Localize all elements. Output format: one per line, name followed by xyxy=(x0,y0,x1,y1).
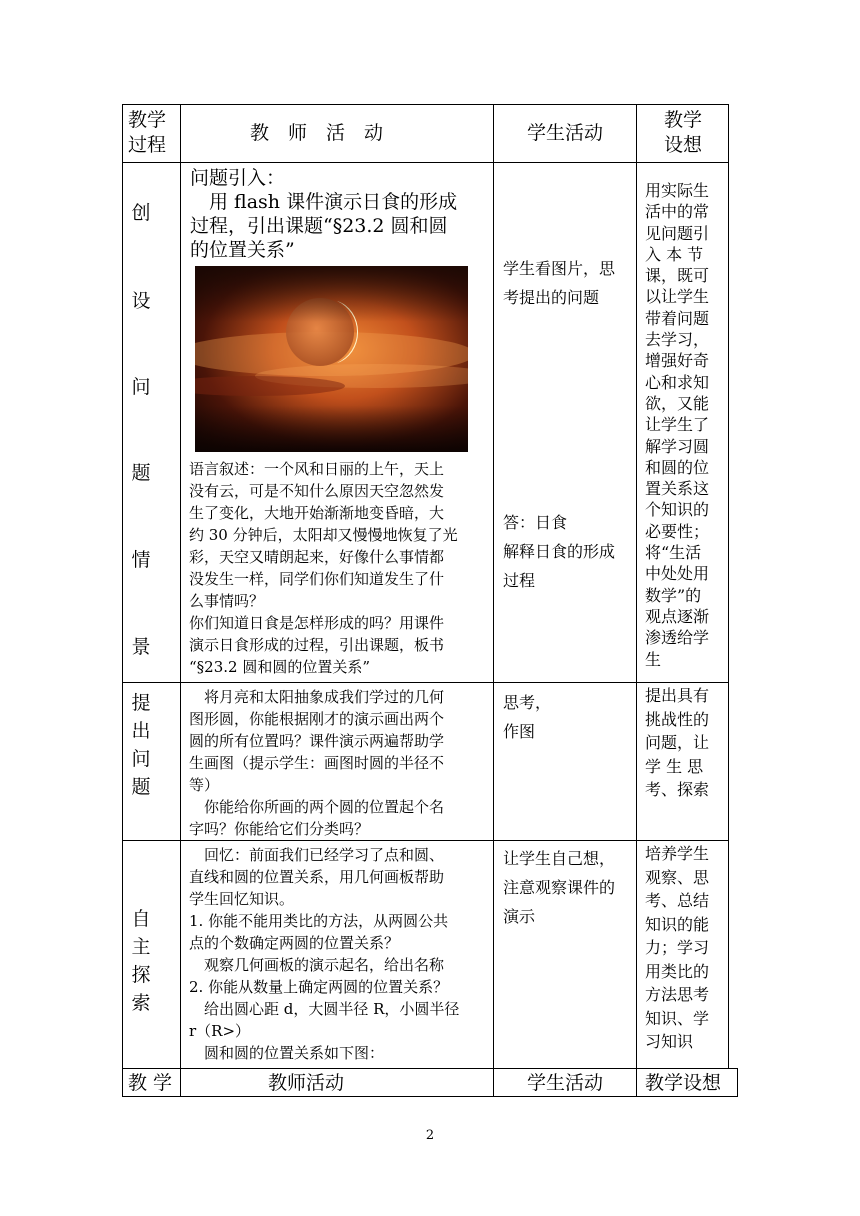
text-line: 么事情吗？ xyxy=(189,592,265,610)
text-line: 生画图（提示学生：画图时圆的半径不 xyxy=(189,754,445,772)
text-line: 学 生 思 xyxy=(645,756,704,776)
table-line-row2 xyxy=(122,682,729,683)
text-line: 学生看图片，思 xyxy=(503,259,616,278)
text-line: 问题，让 xyxy=(645,733,710,752)
row3-stage-char: 索 xyxy=(131,992,151,1014)
text-line: 将“生活 xyxy=(645,543,702,563)
eclipse-photo-svg xyxy=(195,266,468,452)
text-line: 解释日食的形成 xyxy=(503,542,616,561)
text-line: 你能给你所画的两个圆的位置起个名 xyxy=(189,798,445,816)
text-line: 数学”的 xyxy=(645,585,702,605)
text-line: 考、总结 xyxy=(645,891,710,910)
text-line: 欲，又能 xyxy=(645,393,710,413)
text-line: 力；学习 xyxy=(645,938,710,957)
row1-teacher-intro xyxy=(190,166,457,262)
text-line: 答：日食 xyxy=(503,513,568,532)
footer-col-teacher: 教师活动 xyxy=(268,1072,345,1094)
text-line: 字吗？你能给它们分类吗？ xyxy=(189,820,370,838)
text-line: 知识、学 xyxy=(645,1008,710,1028)
table-border-right-footer xyxy=(737,1068,738,1097)
row1-stage-char: 情 xyxy=(131,549,151,571)
table-border-left xyxy=(122,104,123,1097)
text-line: 知识的能 xyxy=(645,914,710,934)
text-line: 注意观察课件的 xyxy=(503,878,616,897)
text-line: 习知识 xyxy=(645,1032,694,1051)
text-line: 增强好奇 xyxy=(645,351,710,371)
text-line: 置关系这 xyxy=(645,479,710,499)
header-col-process xyxy=(128,108,176,157)
text-line: 演示日食形成的过程，引出课题，板书 xyxy=(189,636,445,654)
text-line: 思考， xyxy=(503,693,552,712)
text-line: 的位置关系” xyxy=(190,239,295,261)
header-col-teacher: 教 师 活 动 xyxy=(250,122,384,144)
text-line: 圆的所有位置吗？课件演示两遍帮助学 xyxy=(189,732,445,750)
text-line: 1. 你能不能用类比的方法，从两圆公共 xyxy=(189,912,449,930)
text-line: 没有云，可是不知什么原因天空忽然发 xyxy=(189,482,445,500)
text-line: 约 30 分钟后，太阳却又慢慢地恢复了光 xyxy=(189,526,458,544)
text-line: 解学习圆 xyxy=(645,436,710,456)
text-line: 图形圆，你能根据刚才的演示画出两个 xyxy=(189,710,445,728)
text-line: 方法思考 xyxy=(645,985,710,1004)
text-line: 直线和圆的位置关系，用几何画板帮助 xyxy=(189,868,445,886)
text-line: 带着问题 xyxy=(645,308,710,328)
text-line: 入 本 节 xyxy=(645,244,704,264)
text-line: 考、探索 xyxy=(645,780,710,799)
row3-student xyxy=(503,844,615,931)
text-line: 提出具有 xyxy=(645,686,710,705)
table-line-row4 xyxy=(122,1068,738,1069)
row3-stage-char: 自 xyxy=(131,908,151,930)
row1-teacher-narrative xyxy=(189,458,458,678)
text-line: 中处处用 xyxy=(645,564,710,584)
footer-col-design: 教学设想 xyxy=(645,1072,722,1094)
text-line: 2. 你能从数量上确定两圆的位置关系？ xyxy=(189,978,449,996)
text-line: 必要性； xyxy=(645,521,710,541)
header-process-label: 教学过程 xyxy=(128,109,167,156)
text-line: 演示 xyxy=(503,907,536,926)
header-col-student: 学生活动 xyxy=(527,122,604,144)
row1-student-activity-2 xyxy=(503,508,615,595)
text-line: 渗透给学 xyxy=(645,628,710,648)
header-col-design xyxy=(664,108,714,157)
table-border-top xyxy=(122,104,729,105)
table-col-line-2 xyxy=(493,104,494,1097)
text-line: 彩，天空又晴朗起来，好像什么事情都 xyxy=(189,548,445,566)
text-line: 考提出的问题 xyxy=(503,288,600,307)
text-line: 生 xyxy=(645,649,662,669)
row1-stage-char: 创 xyxy=(131,202,151,224)
text-line: 学生回忆知识。 xyxy=(189,890,295,908)
text-line: 你们知道日食是怎样形成的吗？用课件 xyxy=(189,614,445,632)
solar-eclipse-crescent-photo xyxy=(195,266,468,452)
row1-stage-char: 题 xyxy=(131,462,151,484)
text-line: 观察、思 xyxy=(645,867,710,887)
text-line: 圆和圆的位置关系如下图： xyxy=(189,1044,385,1062)
text-line: 将月亮和太阳抽象成我们学过的几何 xyxy=(189,688,445,706)
text-line: 生了变化，大地开始渐渐地变昏暗，大 xyxy=(189,504,445,522)
text-line: 观察几何画板的演示起名，给出名称 xyxy=(189,956,445,974)
text-line: 让学生了 xyxy=(645,415,710,435)
text-line: 和圆的位 xyxy=(645,457,710,477)
text-line: 观点逐渐 xyxy=(645,606,710,626)
text-line: 过程，引出课题“§23.2 圆和圆 xyxy=(190,215,448,237)
row1-stage-char: 景 xyxy=(131,636,151,658)
text-line: 心和求知 xyxy=(645,372,710,392)
text-line: 课，既可 xyxy=(645,266,710,286)
table-col-line-3 xyxy=(636,104,637,1097)
text-line: 作图 xyxy=(503,722,536,741)
row1-stage-char: 设 xyxy=(131,290,151,312)
table-line-row3 xyxy=(122,840,729,841)
row2-stage-char: 问 xyxy=(131,748,151,770)
text-line: 让学生自己想， xyxy=(503,849,616,868)
row2-design xyxy=(645,684,709,802)
page-number: 2 xyxy=(425,1128,435,1143)
text-line: “§23.2 圆和圆的位置关系” xyxy=(189,658,371,676)
text-line: 等） xyxy=(189,776,220,794)
text-line: 以让学生 xyxy=(645,287,710,307)
table-col-line-1 xyxy=(180,104,181,1097)
text-line: 没发生一样，同学们你们知道发生了什 xyxy=(189,570,445,588)
text-line: 个知识的 xyxy=(645,500,710,520)
text-line: 去学习， xyxy=(645,330,710,350)
row2-stage-char: 出 xyxy=(131,720,151,742)
table-line-row1 xyxy=(122,162,729,163)
text-line: 问题引入： xyxy=(190,167,286,189)
text-line: 语言叙述：一个风和日丽的上午，天上 xyxy=(189,460,445,478)
text-line: 挑战性的 xyxy=(645,709,710,729)
text-line: 培养学生 xyxy=(645,844,710,863)
row2-stage-char: 提 xyxy=(131,692,151,714)
row3-stage-char: 探 xyxy=(131,964,151,986)
header-design-label: 教学设想 xyxy=(664,109,703,156)
row2-stage-char: 题 xyxy=(131,776,151,798)
row1-student-activity-1 xyxy=(503,254,615,312)
text-line: 用类比的 xyxy=(645,961,710,981)
text-line: 过程 xyxy=(503,571,536,590)
row2-student xyxy=(503,688,551,746)
row3-teacher xyxy=(189,844,459,1064)
table-border-right xyxy=(728,104,729,1069)
row1-design xyxy=(645,180,709,670)
text-line: 给出圆心距 d，大圆半径 R，小圆半径 xyxy=(189,1000,460,1018)
text-line: 回忆：前面我们已经学习了点和圆、 xyxy=(189,846,445,864)
row3-design xyxy=(645,842,709,1054)
text-line: 用实际生 xyxy=(645,181,710,200)
table-border-bottom xyxy=(122,1096,738,1097)
text-line: 用 flash 课件演示日食的形成 xyxy=(190,191,458,213)
row3-stage-char: 主 xyxy=(131,936,151,958)
footer-col-student: 学生活动 xyxy=(527,1072,604,1094)
text-line: 活中的常 xyxy=(645,202,710,222)
text-line: 见问题引 xyxy=(645,223,710,243)
row2-teacher xyxy=(189,686,444,840)
text-line: 点的个数确定两圆的位置关系？ xyxy=(189,934,400,952)
footer-col-process: 教 学 xyxy=(128,1072,173,1094)
row1-stage-char: 问 xyxy=(131,376,151,398)
text-line: r（R>） xyxy=(189,1022,251,1040)
